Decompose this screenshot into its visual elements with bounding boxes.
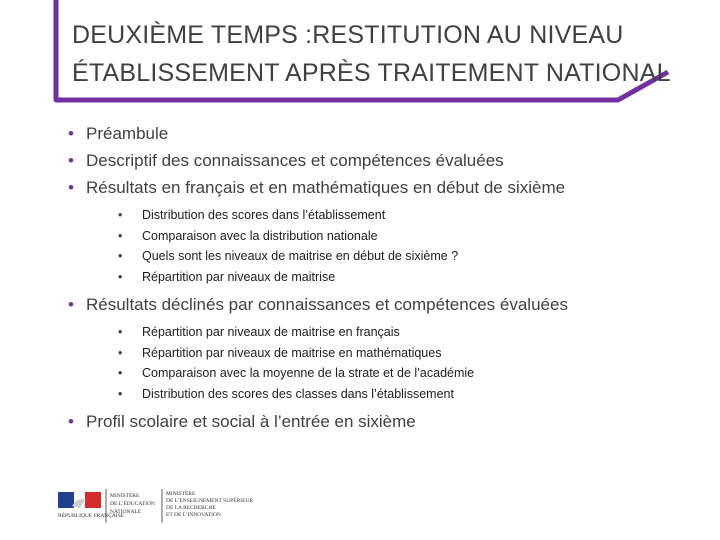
sub-bullet-text: Quels sont les niveaux de maitrise en début de sixième ? [142,249,459,263]
sub-bullet-icon: • [118,208,123,222]
sub-bullet [118,343,708,364]
bullet-text: Préambule [86,124,169,143]
sub-bullet-text: Distribution des scores des classes dans l’établissement [142,386,454,401]
bullet-text: Descriptif des connaissances et compétences évaluées [86,151,504,170]
sub-bullet-text: Distribution des scores dans l’établissement [142,208,386,222]
sub-bullet-text: Répartition par niveaux de maitrise [142,269,336,284]
sub-bullet [118,205,708,226]
sub-bullet-icon: • [118,325,123,339]
bullet-text: Résultats déclinés par connaissances et compétences évaluées [86,295,568,314]
sub-list-declines [68,322,708,404]
ministry-1-line-3: NATIONALE [110,509,142,515]
sub-bullet-text: Répartition par niveaux de maitrise en français [142,325,400,339]
ministry-2-line-1: MINISTÈRE [166,491,196,497]
marianne-flag-icon [58,492,101,508]
ministry-2-line-3: DE LA RECHERCHE [166,505,216,511]
ministry-1-line-1: MINISTÈRE [110,493,140,499]
sub-bullet-text: Répartition par niveaux de maitrise en mathématiques [142,345,442,360]
sub-bullet-icon: • [118,249,123,263]
bullet-icon: • [68,412,74,431]
bullet-profil [68,408,708,435]
sub-bullet-icon: • [118,228,123,243]
ministry-1-line-2: DE L’ÉDUCATION [110,501,155,507]
bullet-descriptif [68,147,708,174]
bullet-text: Profil scolaire et social à l’entrée en sixième [86,412,416,431]
bullet-icon: • [68,295,74,314]
sub-bullet [118,363,708,384]
bullet-resultats-francais-maths [68,174,708,201]
bullet-icon: • [68,178,74,197]
sub-bullet-icon: • [118,269,123,284]
sub-bullet [118,246,708,267]
bullet-preambule [68,120,708,147]
sub-bullet [118,384,708,405]
ministry-2-line-2: DE L’ENSEIGNEMENT SUPÉRIEUR [166,498,254,504]
sub-list-resultats [68,205,708,287]
bullet-text: Résultats en français et en mathématiques en début de sixième [86,178,566,197]
ministry-2-line-4: ET DE L’INNOVATION [166,512,221,518]
sub-bullet [118,267,708,288]
bullet-list [68,120,708,435]
sub-bullet-text: Comparaison avec la distribution nationale [142,228,378,243]
ministry-logo [50,486,255,526]
sub-bullet [118,226,708,247]
sub-bullet-icon: • [118,345,123,360]
sub-bullet-icon: • [118,366,123,380]
bullet-icon: • [68,124,74,143]
slide-title: DEUXIÈME TEMPS :RESTITUTION AU NIVEAU ÉTABLISSEMENT APRÈS TRAITEMENT NATIONAL [72,21,671,87]
sub-bullet [118,322,708,343]
bullet-icon: • [68,151,74,170]
bullet-resultats-declines [68,291,708,318]
logo-caption: RÉPUBLIQUE FRANÇAISE [58,513,125,519]
sub-bullet-icon: • [118,386,123,401]
sub-bullet-text: Comparaison avec la moyenne de la strate et de l’académie [142,366,475,380]
